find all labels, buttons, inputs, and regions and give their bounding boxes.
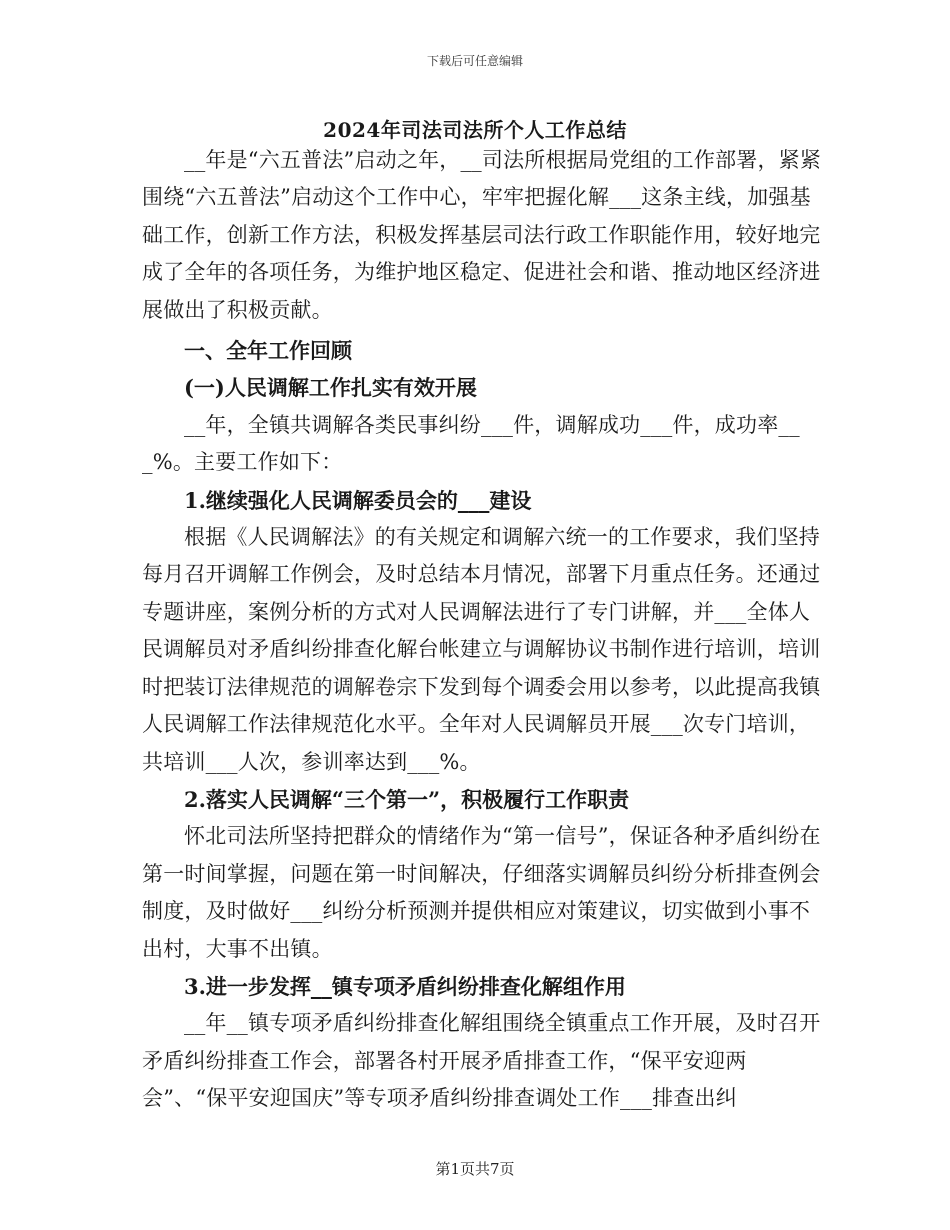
page-footer: 第1页共7页: [435, 1160, 515, 1178]
subsection-heading-mediation: (一)人民调解工作扎实有效开展: [184, 375, 477, 401]
item-heading-3: 3.进一步发挥__镇专项矛盾纠纷排查化解组作用: [184, 973, 626, 999]
document-title: 2024年司法司法所个人工作总结: [323, 118, 627, 142]
intro-paragraph: __年是“六五普法”启动之年，__司法所根据局党组的工作部署，紧紧围绕“六五普法”启动这个工作中心，牢牢把握化解___这条主线，加强基础工作，创新工作方法，积极发挥基层司法行政工作职能作用，较好地完成了全年的各项任务，为维护地区稳定、促进社会和谐、推动地区经济进展做出了积极贡献。: [142, 148, 822, 322]
item-paragraph-1: 根据《人民调解法》的有关规定和调解六统一的工作要求，我们坚持每月召开调解工作例会，及时总结本月情况，部署下月重点任务。还通过专题讲座，案例分析的方式对人民调解法进行了专门讲解，并___全体人民调解员对矛盾纠纷排查化解台帐建立与调解协议书制作进行培训，培训时把装订法律规范的调解卷宗下发到每个调委会用以参考，以此提高我镇人民调解工作法律规范化水平。全年对人民调解员开展___次专门培训，共培训___人次，参训率达到___%。: [142, 525, 821, 774]
item-heading-2: 2.落实人民调解“三个第一”，积极履行工作职责: [184, 786, 630, 812]
item-heading-1: 1.继续强化人民调解委员会的___建设: [184, 487, 532, 513]
item-paragraph-3: __年__镇专项矛盾纠纷排查化解组围绕全镇重点工作开展，及时召开矛盾纠纷排查工作会，部署各村开展矛盾排查工作，“保平安迎两会”、“保平安迎国庆”等专项矛盾纠纷排查调处工作___排查出纠: [142, 1011, 821, 1111]
section-heading-review: 一、全年工作回顾: [184, 338, 352, 364]
document-body: [142, 142, 822, 1118]
mediation-summary-paragraph: __年，全镇共调解各类民事纠纷___件，调解成功___件，成功率___%。主要工作如下：: [142, 412, 800, 475]
item-paragraph-2: 怀北司法所坚持把群众的情绪作为“第一信号”，保证各种矛盾纠纷在第一时间掌握，问题在第一时间解决，仔细落实调解员纠纷分析排查例会制度，及时做好___纠纷分析预测并提供相应对策建议，切实做到小事不出村，大事不出镇。: [142, 824, 821, 961]
header-note: 下载后可任意编辑: [426, 54, 523, 68]
